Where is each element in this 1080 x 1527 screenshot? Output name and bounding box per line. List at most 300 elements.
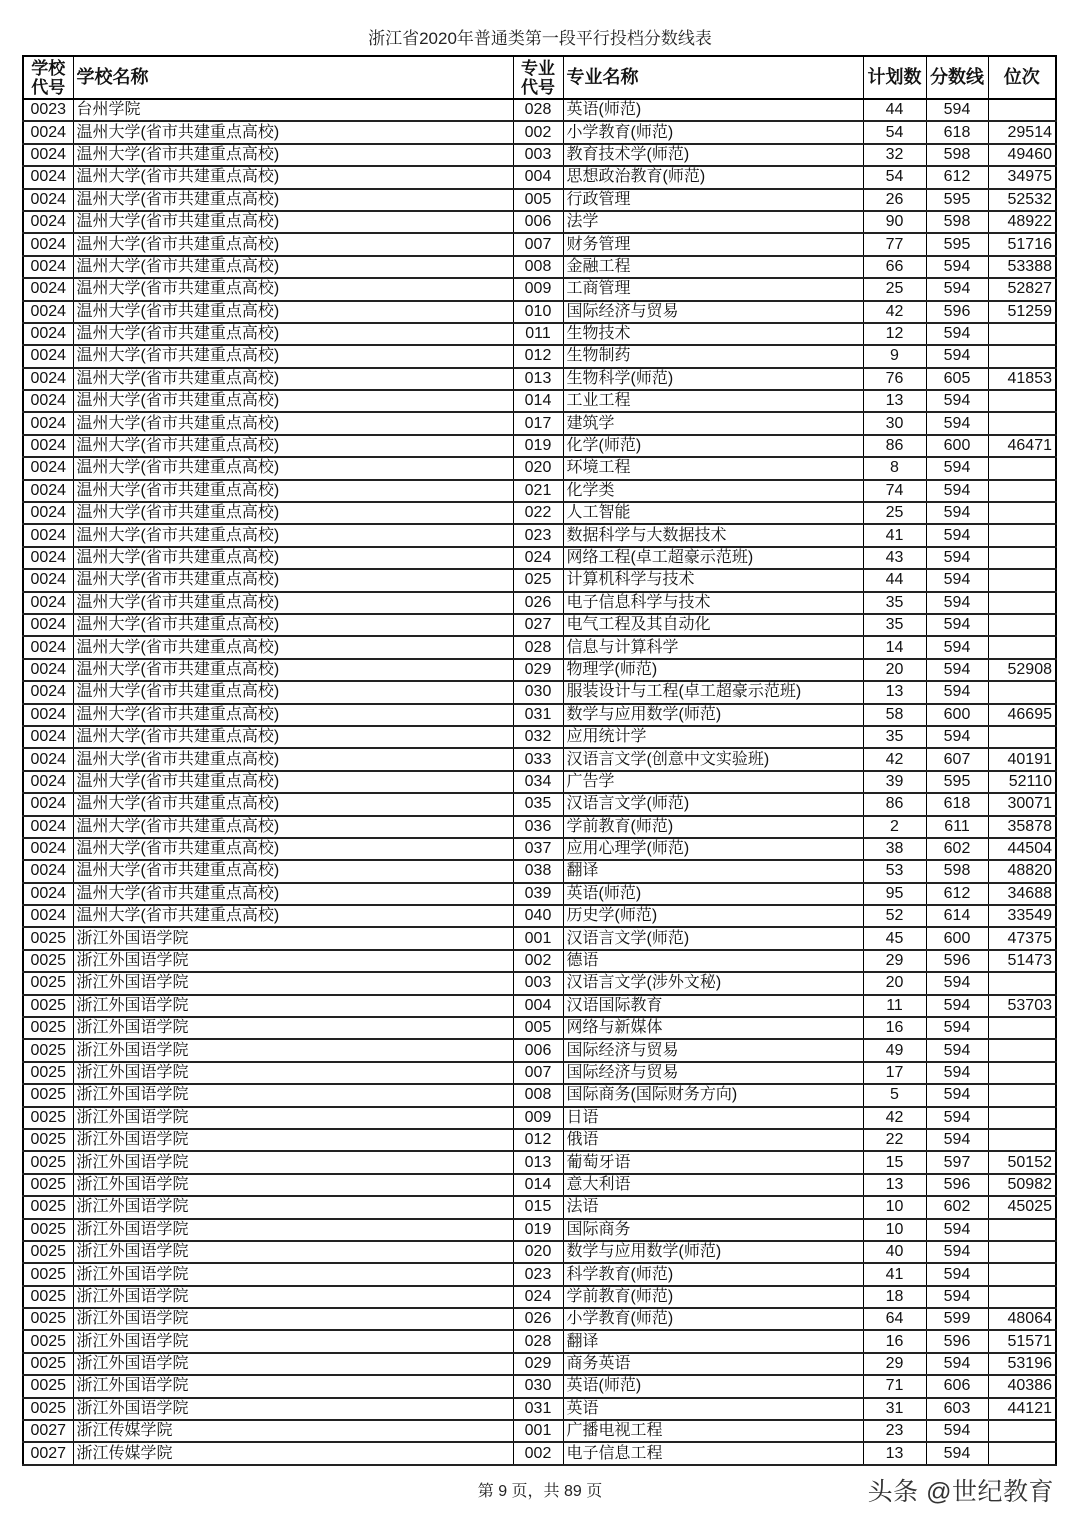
cell-score-line: 612: [926, 166, 988, 188]
cell-school-name: 温州大学(省市共建重点高校): [73, 435, 513, 457]
cell-major-code: 034: [513, 771, 563, 793]
cell-major-name: 生物技术: [563, 323, 863, 345]
cell-school-name: 温州大学(省市共建重点高校): [73, 771, 513, 793]
cell-major-code: 030: [513, 1375, 563, 1397]
page-footer: 第 9 页，共 89 页: [477, 1483, 603, 1500]
cell-major-code: 002: [513, 950, 563, 972]
cell-plan-count: 54: [863, 121, 926, 143]
table-row: [23, 592, 1056, 614]
cell-school-code: 0025: [23, 1129, 73, 1151]
cell-major-name: 生物制药: [563, 345, 863, 367]
cell-major-code: 012: [513, 1129, 563, 1151]
cell-score-line: 596: [926, 1174, 988, 1196]
cell-major-name: 数据科学与大数据技术: [563, 524, 863, 546]
cell-major-code: 003: [513, 144, 563, 166]
cell-school-code: 0024: [23, 211, 73, 233]
cell-school-name: 温州大学(省市共建重点高校): [73, 614, 513, 636]
cell-school-name: 温州大学(省市共建重点高校): [73, 793, 513, 815]
cell-score-line: 595: [926, 233, 988, 255]
cell-score-line: 614: [926, 905, 988, 927]
cell-major-name: 科学教育(师范): [563, 1263, 863, 1285]
table-row: [23, 614, 1056, 636]
cell-plan-count: 32: [863, 144, 926, 166]
cell-score-line: 594: [926, 547, 988, 569]
cell-major-code: 028: [513, 636, 563, 658]
cell-score-line: 594: [926, 1219, 988, 1241]
cell-major-name: 汉语言文学(创意中文实验班): [563, 748, 863, 770]
table-row: [23, 860, 1056, 882]
cell-rank: [988, 412, 1056, 434]
cell-rank: [988, 614, 1056, 636]
cell-score-line: 603: [926, 1398, 988, 1420]
cell-score-line: 594: [926, 614, 988, 636]
table-row: [23, 457, 1056, 479]
cell-plan-count: 66: [863, 256, 926, 278]
cell-rank: [988, 1219, 1056, 1241]
cell-school-code: 0024: [23, 144, 73, 166]
cell-score-line: 597: [926, 1151, 988, 1173]
cell-school-code: 0024: [23, 189, 73, 211]
cell-plan-count: 29: [863, 950, 926, 972]
cell-school-name: 温州大学(省市共建重点高校): [73, 412, 513, 434]
cell-rank: [988, 457, 1056, 479]
cell-school-name: 温州大学(省市共建重点高校): [73, 121, 513, 143]
cell-school-code: 0025: [23, 1039, 73, 1061]
cell-school-name: 浙江传媒学院: [73, 1442, 513, 1464]
cell-plan-count: 44: [863, 99, 926, 121]
cell-school-code: 0025: [23, 1286, 73, 1308]
table-row: [23, 189, 1056, 211]
cell-score-line: 611: [926, 816, 988, 838]
cell-rank: 48922: [988, 211, 1056, 233]
cell-school-code: 0025: [23, 1398, 73, 1420]
cell-school-name: 浙江外国语学院: [73, 1330, 513, 1352]
cell-school-code: 0024: [23, 838, 73, 860]
cell-school-code: 0025: [23, 1151, 73, 1173]
cell-plan-count: 17: [863, 1062, 926, 1084]
cell-school-name: 浙江外国语学院: [73, 1398, 513, 1420]
table-row: [23, 704, 1056, 726]
header-score-line: 分数线: [926, 56, 988, 99]
cell-major-code: 028: [513, 1330, 563, 1352]
cell-rank: [988, 569, 1056, 591]
cell-school-name: 浙江外国语学院: [73, 1241, 513, 1263]
cell-plan-count: 13: [863, 1442, 926, 1464]
cell-major-code: 011: [513, 323, 563, 345]
table-row: [23, 1174, 1056, 1196]
cell-major-code: 029: [513, 1353, 563, 1375]
cell-plan-count: 13: [863, 681, 926, 703]
cell-school-code: 0024: [23, 547, 73, 569]
cell-score-line: 594: [926, 1286, 988, 1308]
cell-plan-count: 10: [863, 1219, 926, 1241]
cell-major-name: 国际经济与贸易: [563, 1039, 863, 1061]
cell-school-code: 0024: [23, 748, 73, 770]
cell-score-line: 594: [926, 1062, 988, 1084]
table-row: [23, 1039, 1056, 1061]
table-row: [23, 1308, 1056, 1330]
table-row: [23, 547, 1056, 569]
cell-plan-count: 2: [863, 816, 926, 838]
table-row: [23, 883, 1056, 905]
cell-school-name: 浙江外国语学院: [73, 1196, 513, 1218]
cell-school-code: 0025: [23, 1017, 73, 1039]
cell-school-name: 温州大学(省市共建重点高校): [73, 502, 513, 524]
cell-major-name: 英语(师范): [563, 883, 863, 905]
cell-major-code: 003: [513, 972, 563, 994]
cell-rank: [988, 502, 1056, 524]
cell-score-line: 594: [926, 1039, 988, 1061]
cell-score-line: 594: [926, 457, 988, 479]
cell-rank: [988, 1129, 1056, 1151]
cell-score-line: 594: [926, 995, 988, 1017]
cell-school-code: 0025: [23, 1375, 73, 1397]
cell-rank: [988, 681, 1056, 703]
table-row: [23, 1241, 1056, 1263]
cell-school-name: 浙江外国语学院: [73, 1375, 513, 1397]
cell-school-code: 0024: [23, 345, 73, 367]
cell-major-name: 法语: [563, 1196, 863, 1218]
cell-major-name: 物理学(师范): [563, 659, 863, 681]
cell-school-name: 温州大学(省市共建重点高校): [73, 278, 513, 300]
cell-score-line: 598: [926, 860, 988, 882]
cell-major-name: 化学(师范): [563, 435, 863, 457]
cell-major-name: 翻译: [563, 860, 863, 882]
cell-major-code: 030: [513, 681, 563, 703]
cell-score-line: 606: [926, 1375, 988, 1397]
table-row: [23, 838, 1056, 860]
cell-plan-count: 44: [863, 569, 926, 591]
cell-plan-count: 11: [863, 995, 926, 1017]
cell-plan-count: 76: [863, 368, 926, 390]
table-row: [23, 771, 1056, 793]
cell-plan-count: 20: [863, 972, 926, 994]
cell-plan-count: 58: [863, 704, 926, 726]
cell-school-code: 0024: [23, 457, 73, 479]
cell-major-code: 027: [513, 614, 563, 636]
cell-score-line: 594: [926, 99, 988, 121]
cell-plan-count: 42: [863, 1107, 926, 1129]
cell-rank: 53703: [988, 995, 1056, 1017]
cell-major-name: 广播电视工程: [563, 1420, 863, 1442]
cell-plan-count: 86: [863, 435, 926, 457]
cell-plan-count: 35: [863, 592, 926, 614]
header-school-code: 学校代号: [23, 56, 73, 99]
cell-plan-count: 25: [863, 502, 926, 524]
cell-school-code: 0024: [23, 659, 73, 681]
table-row: [23, 950, 1056, 972]
cell-rank: 51259: [988, 301, 1056, 323]
cell-major-name: 学前教育(师范): [563, 816, 863, 838]
table-row: [23, 1398, 1056, 1420]
table-row: [23, 659, 1056, 681]
cell-score-line: 594: [926, 278, 988, 300]
cell-school-name: 温州大学(省市共建重点高校): [73, 233, 513, 255]
cell-school-code: 0025: [23, 972, 73, 994]
cell-major-name: 小学教育(师范): [563, 1308, 863, 1330]
cell-school-code: 0027: [23, 1442, 73, 1464]
cell-major-code: 021: [513, 480, 563, 502]
cell-school-code: 0024: [23, 412, 73, 434]
cell-school-code: 0024: [23, 323, 73, 345]
cell-major-name: 葡萄牙语: [563, 1151, 863, 1173]
cell-score-line: 594: [926, 1241, 988, 1263]
cell-score-line: 596: [926, 1330, 988, 1352]
cell-school-name: 浙江外国语学院: [73, 1039, 513, 1061]
cell-school-code: 0025: [23, 1107, 73, 1129]
cell-rank: 51716: [988, 233, 1056, 255]
cell-major-code: 005: [513, 189, 563, 211]
cell-major-name: 教育技术学(师范): [563, 144, 863, 166]
cell-plan-count: 12: [863, 323, 926, 345]
cell-major-code: 024: [513, 547, 563, 569]
table-row: [23, 278, 1056, 300]
cell-major-name: 法学: [563, 211, 863, 233]
cell-school-code: 0024: [23, 883, 73, 905]
table-row: [23, 995, 1056, 1017]
cell-score-line: 594: [926, 524, 988, 546]
cell-rank: 52532: [988, 189, 1056, 211]
cell-plan-count: 15: [863, 1151, 926, 1173]
cell-school-name: 温州大学(省市共建重点高校): [73, 816, 513, 838]
cell-major-name: 汉语言文学(师范): [563, 793, 863, 815]
cell-rank: 53196: [988, 1353, 1056, 1375]
cell-score-line: 600: [926, 435, 988, 457]
table-row: [23, 323, 1056, 345]
cell-plan-count: 22: [863, 1129, 926, 1151]
cell-plan-count: 13: [863, 390, 926, 412]
cell-score-line: 594: [926, 256, 988, 278]
cell-major-code: 023: [513, 524, 563, 546]
cell-school-code: 0024: [23, 793, 73, 815]
cell-major-name: 英语: [563, 1398, 863, 1420]
cell-major-name: 意大利语: [563, 1174, 863, 1196]
cell-major-name: 德语: [563, 950, 863, 972]
table-row: [23, 144, 1056, 166]
table-row: [23, 368, 1056, 390]
table-row: [23, 502, 1056, 524]
cell-rank: 51571: [988, 1330, 1056, 1352]
cell-school-code: 0024: [23, 233, 73, 255]
cell-major-code: 020: [513, 1241, 563, 1263]
cell-rank: [988, 1263, 1056, 1285]
cell-school-code: 0024: [23, 368, 73, 390]
table-row: [23, 99, 1056, 121]
table-row: [23, 1286, 1056, 1308]
cell-school-code: 0025: [23, 1084, 73, 1106]
cell-major-name: 信息与计算科学: [563, 636, 863, 658]
cell-plan-count: 54: [863, 166, 926, 188]
cell-major-name: 汉语言文学(涉外文秘): [563, 972, 863, 994]
cell-rank: [988, 390, 1056, 412]
cell-major-code: 012: [513, 345, 563, 367]
cell-plan-count: 41: [863, 1263, 926, 1285]
cell-school-name: 温州大学(省市共建重点高校): [73, 659, 513, 681]
cell-score-line: 600: [926, 704, 988, 726]
cell-score-line: 595: [926, 189, 988, 211]
cell-major-code: 008: [513, 1084, 563, 1106]
cell-school-code: 0024: [23, 301, 73, 323]
table-row: [23, 480, 1056, 502]
cell-school-name: 温州大学(省市共建重点高校): [73, 636, 513, 658]
table-row: [23, 1420, 1056, 1442]
table-row: [23, 345, 1056, 367]
cell-major-name: 汉语国际教育: [563, 995, 863, 1017]
cell-score-line: 612: [926, 883, 988, 905]
cell-rank: 41853: [988, 368, 1056, 390]
cell-score-line: 598: [926, 144, 988, 166]
cell-score-line: 594: [926, 636, 988, 658]
table-row: [23, 793, 1056, 815]
cell-major-name: 服装设计与工程(卓工超豪示范班): [563, 681, 863, 703]
cell-school-name: 浙江外国语学院: [73, 1263, 513, 1285]
cell-plan-count: 18: [863, 1286, 926, 1308]
cell-school-code: 0024: [23, 636, 73, 658]
cell-school-code: 0025: [23, 1196, 73, 1218]
cell-score-line: 594: [926, 726, 988, 748]
cell-major-name: 国际商务: [563, 1219, 863, 1241]
cell-major-code: 026: [513, 592, 563, 614]
cell-score-line: 594: [926, 502, 988, 524]
cell-school-name: 温州大学(省市共建重点高校): [73, 905, 513, 927]
table-row: [23, 1062, 1056, 1084]
cell-major-code: 013: [513, 368, 563, 390]
cell-school-code: 0025: [23, 1062, 73, 1084]
cell-plan-count: 16: [863, 1330, 926, 1352]
cell-score-line: 594: [926, 323, 988, 345]
cell-score-line: 618: [926, 793, 988, 815]
cell-major-name: 小学教育(师范): [563, 121, 863, 143]
cell-school-code: 0025: [23, 1330, 73, 1352]
cell-rank: 50152: [988, 1151, 1056, 1173]
cell-plan-count: 95: [863, 883, 926, 905]
cell-major-code: 015: [513, 1196, 563, 1218]
cell-rank: 40191: [988, 748, 1056, 770]
admission-score-table: [22, 55, 1057, 1466]
cell-school-code: 0024: [23, 256, 73, 278]
cell-major-code: 005: [513, 1017, 563, 1039]
cell-major-name: 网络工程(卓工超豪示范班): [563, 547, 863, 569]
cell-school-code: 0025: [23, 1263, 73, 1285]
cell-major-code: 008: [513, 256, 563, 278]
cell-school-name: 温州大学(省市共建重点高校): [73, 681, 513, 703]
cell-plan-count: 9: [863, 345, 926, 367]
table-row: [23, 927, 1056, 949]
cell-plan-count: 71: [863, 1375, 926, 1397]
cell-plan-count: 8: [863, 457, 926, 479]
cell-major-name: 财务管理: [563, 233, 863, 255]
cell-score-line: 594: [926, 1263, 988, 1285]
cell-plan-count: 31: [863, 1398, 926, 1420]
cell-major-name: 汉语言文学(师范): [563, 927, 863, 949]
cell-school-code: 0025: [23, 950, 73, 972]
table-row: [23, 1353, 1056, 1375]
cell-school-name: 温州大学(省市共建重点高校): [73, 524, 513, 546]
cell-school-name: 温州大学(省市共建重点高校): [73, 390, 513, 412]
cell-score-line: 594: [926, 1017, 988, 1039]
cell-school-code: 0024: [23, 592, 73, 614]
cell-major-code: 037: [513, 838, 563, 860]
cell-score-line: 594: [926, 592, 988, 614]
cell-plan-count: 40: [863, 1241, 926, 1263]
cell-plan-count: 64: [863, 1308, 926, 1330]
cell-plan-count: 45: [863, 927, 926, 949]
cell-major-code: 038: [513, 860, 563, 882]
cell-school-name: 浙江外国语学院: [73, 995, 513, 1017]
cell-rank: [988, 524, 1056, 546]
cell-rank: [988, 1039, 1056, 1061]
cell-major-code: 010: [513, 301, 563, 323]
cell-rank: 34688: [988, 883, 1056, 905]
cell-school-name: 浙江外国语学院: [73, 927, 513, 949]
cell-school-code: 0025: [23, 1174, 73, 1196]
cell-major-code: 013: [513, 1151, 563, 1173]
cell-major-code: 033: [513, 748, 563, 770]
cell-major-name: 翻译: [563, 1330, 863, 1352]
cell-school-code: 0024: [23, 278, 73, 300]
cell-school-code: 0024: [23, 704, 73, 726]
cell-school-code: 0025: [23, 1219, 73, 1241]
header-school-name: 学校名称: [73, 56, 513, 99]
cell-major-code: 019: [513, 435, 563, 457]
cell-score-line: 594: [926, 412, 988, 434]
cell-major-code: 017: [513, 412, 563, 434]
cell-rank: [988, 345, 1056, 367]
cell-rank: 40386: [988, 1375, 1056, 1397]
cell-score-line: 594: [926, 1129, 988, 1151]
cell-school-code: 0025: [23, 927, 73, 949]
cell-score-line: 600: [926, 927, 988, 949]
cell-score-line: 594: [926, 390, 988, 412]
cell-rank: 34975: [988, 166, 1056, 188]
cell-major-name: 学前教育(师范): [563, 1286, 863, 1308]
cell-rank: 50982: [988, 1174, 1056, 1196]
cell-plan-count: 42: [863, 748, 926, 770]
table-row: [23, 524, 1056, 546]
table-row: [23, 1263, 1056, 1285]
cell-major-name: 商务英语: [563, 1353, 863, 1375]
cell-major-name: 应用心理学(师范): [563, 838, 863, 860]
cell-plan-count: 53: [863, 860, 926, 882]
table-body: [23, 99, 1056, 1465]
cell-rank: [988, 99, 1056, 121]
cell-rank: 48064: [988, 1308, 1056, 1330]
cell-school-name: 温州大学(省市共建重点高校): [73, 592, 513, 614]
cell-score-line: 602: [926, 1196, 988, 1218]
cell-major-code: 007: [513, 233, 563, 255]
cell-plan-count: 16: [863, 1017, 926, 1039]
cell-rank: 46471: [988, 435, 1056, 457]
cell-school-name: 温州大学(省市共建重点高校): [73, 480, 513, 502]
cell-rank: 45025: [988, 1196, 1056, 1218]
cell-school-code: 0024: [23, 614, 73, 636]
table-row: [23, 681, 1056, 703]
cell-major-name: 英语(师范): [563, 1375, 863, 1397]
cell-major-code: 029: [513, 659, 563, 681]
cell-school-code: 0025: [23, 1308, 73, 1330]
cell-score-line: 602: [926, 838, 988, 860]
cell-score-line: 594: [926, 1084, 988, 1106]
cell-major-name: 国际经济与贸易: [563, 301, 863, 323]
cell-major-code: 036: [513, 816, 563, 838]
cell-score-line: 594: [926, 345, 988, 367]
table-row: [23, 211, 1056, 233]
cell-school-name: 浙江外国语学院: [73, 1151, 513, 1173]
cell-rank: [988, 547, 1056, 569]
cell-score-line: 594: [926, 659, 988, 681]
cell-school-name: 温州大学(省市共建重点高校): [73, 323, 513, 345]
cell-school-name: 浙江外国语学院: [73, 1107, 513, 1129]
